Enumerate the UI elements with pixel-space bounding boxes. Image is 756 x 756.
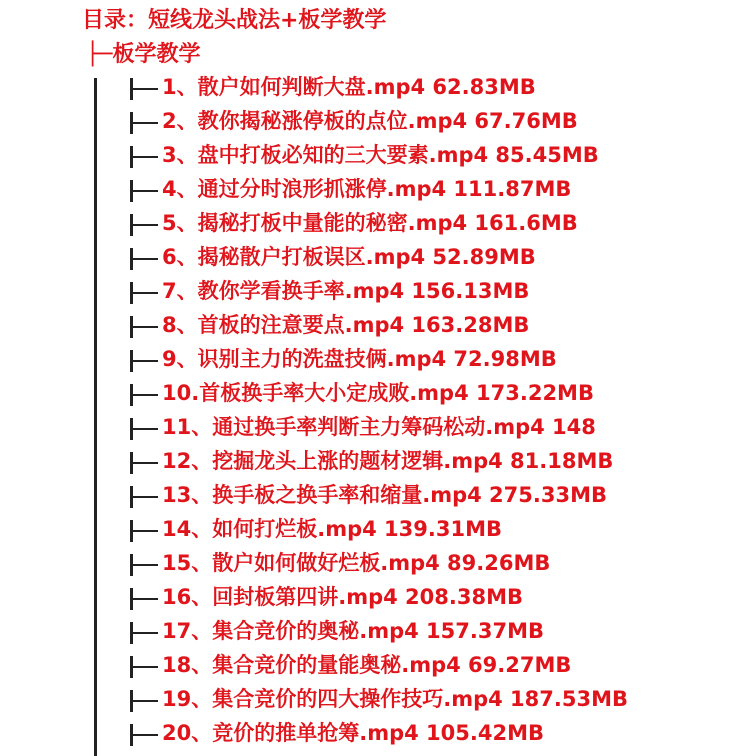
list-item: 13、换手板之换手率和缩量.mp4 275.33MB [162, 483, 607, 507]
tree-connector [132, 156, 158, 158]
list-item: 14、如何打烂板.mp4 139.31MB [162, 517, 502, 541]
tree-connector [132, 258, 158, 260]
list-item: 9、识别主力的洗盘技俩.mp4 72.98MB [162, 347, 557, 371]
list-item: 16、回封板第四讲.mp4 208.38MB [162, 585, 523, 609]
section-heading: ├─板学教学 [86, 42, 201, 67]
tree-connector [132, 428, 158, 430]
tree-connector [132, 496, 158, 498]
page-title: 目录：短线龙头战法+板学教学 [82, 8, 387, 33]
list-item: 1、散户如何判断大盘.mp4 62.83MB [162, 75, 536, 99]
list-item: 19、集合竞价的四大操作技巧.mp4 187.53MB [162, 687, 628, 711]
list-item: 3、盘中打板必知的三大要素.mp4 85.45MB [162, 143, 599, 167]
list-item: 8、首板的注意要点.mp4 163.28MB [162, 313, 530, 337]
tree-connector [132, 224, 158, 226]
list-item: 15、散户如何做好烂板.mp4 89.26MB [162, 551, 551, 575]
list-item: 6、揭秘散户打板误区.mp4 52.89MB [162, 245, 536, 269]
list-item: 5、揭秘打板中量能的秘密.mp4 161.6MB [162, 211, 578, 235]
list-item: 7、教你学看换手率.mp4 156.13MB [162, 279, 530, 303]
tree-connector [132, 190, 158, 192]
list-item: 11、通过换手率判断主力筹码松动.mp4 148 [162, 415, 596, 439]
list-item: 18、集合竞价的量能奥秘.mp4 69.27MB [162, 653, 572, 677]
tree-connector [132, 632, 158, 634]
tree-connector [132, 530, 158, 532]
tree-connector [132, 734, 158, 736]
tree-connector [132, 122, 158, 124]
tree-connector [132, 462, 158, 464]
list-item: 4、通过分时浪形抓涨停.mp4 111.87MB [162, 177, 572, 201]
list-item: 20、竞价的推单抢筹.mp4 105.42MB [162, 721, 544, 745]
tree-connector [132, 292, 158, 294]
tree-connector [132, 700, 158, 702]
list-item: 10.首板换手率大小定成败.mp4 173.22MB [162, 381, 594, 405]
tree-connector [132, 564, 158, 566]
tree-connector [132, 666, 158, 668]
list-item: 12、挖掘龙头上涨的题材逻辑.mp4 81.18MB [162, 449, 614, 473]
tree-connector [132, 326, 158, 328]
tree-connector [132, 88, 158, 90]
tree-connector [132, 598, 158, 600]
list-item: 2、教你揭秘涨停板的点位.mp4 67.76MB [162, 109, 578, 133]
tree-guide-line [94, 78, 97, 756]
list-item: 17、集合竞价的奥秘.mp4 157.37MB [162, 619, 544, 643]
tree-connector [132, 394, 158, 396]
tree-connector [132, 360, 158, 362]
